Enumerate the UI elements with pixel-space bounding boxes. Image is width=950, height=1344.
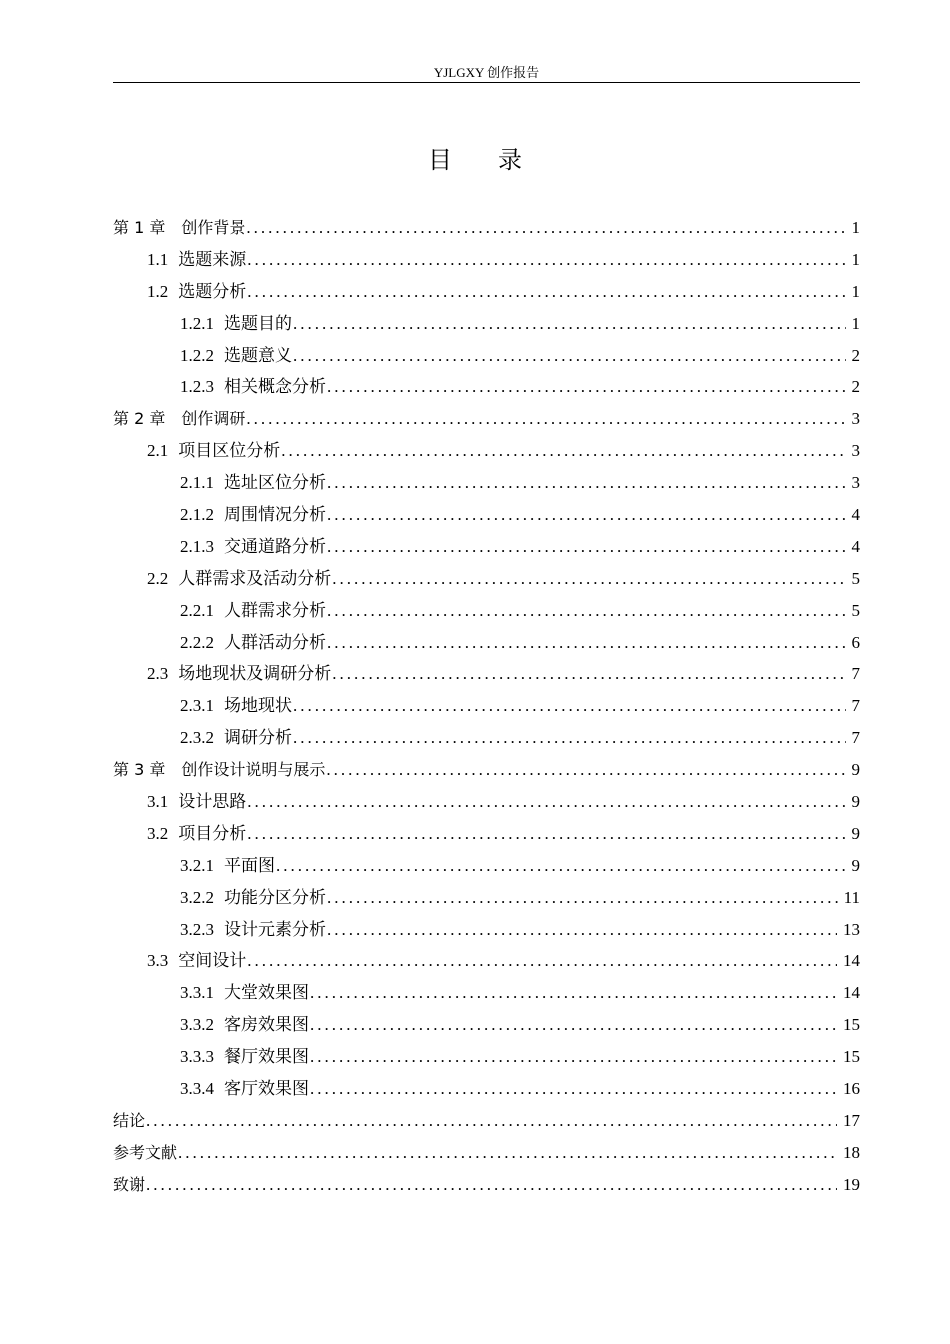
toc-entry-number: 2.2.1 — [180, 600, 214, 620]
toc-entry-page-number: 5 — [851, 600, 860, 620]
toc-entry-page-number: 16 — [843, 1079, 860, 1099]
toc-entry[interactable] — [113, 595, 860, 627]
toc-entry[interactable] — [113, 563, 860, 595]
toc-dot-leader — [146, 1105, 837, 1137]
toc-entry[interactable] — [113, 371, 860, 403]
toc-dot-leader — [332, 658, 845, 690]
toc-dot-leader — [293, 340, 846, 372]
toc-entry-page-number: 9 — [851, 760, 860, 780]
toc-entry[interactable] — [113, 786, 860, 818]
toc-entry-title: 平面图 — [224, 855, 275, 875]
toc-entry-title: 大堂效果图 — [224, 983, 309, 1003]
toc-entry-title: 场地现状及调研分析 — [178, 664, 332, 684]
toc-dot-leader — [247, 818, 845, 850]
toc-entry-title: 结论 — [113, 1110, 146, 1130]
toc-entry-number: 3.2.2 — [180, 887, 214, 907]
toc-dot-leader — [327, 531, 846, 563]
toc-entry-number: 1.2.3 — [180, 377, 214, 397]
toc-dot-leader — [327, 467, 846, 499]
toc-entry-number: 1.2 — [147, 281, 169, 301]
toc-entry-page-number: 3 — [851, 441, 860, 461]
toc-entry-page-number: 14 — [843, 951, 860, 971]
toc-entry[interactable] — [113, 308, 860, 340]
toc-entry-page-number: 6 — [851, 632, 860, 652]
toc-entry-page-number: 7 — [851, 664, 860, 684]
toc-entry-number: 3.3.1 — [180, 983, 214, 1003]
toc-entry[interactable] — [113, 1137, 860, 1169]
toc-entry-title: 选址区位分析 — [224, 473, 326, 493]
toc-entry-page-number: 1 — [851, 281, 860, 301]
toc-dot-leader — [247, 244, 845, 276]
toc-entry-page-number: 5 — [851, 568, 860, 588]
toc-title-part1: 目 — [428, 148, 452, 174]
toc-entry[interactable] — [113, 1009, 860, 1041]
toc-entry-title: 功能分区分析 — [224, 887, 326, 907]
toc-entry-title: 项目分析 — [178, 823, 247, 843]
toc-entry-page-number: 15 — [843, 1047, 860, 1067]
toc-entry-title: 空间设计 — [178, 951, 247, 971]
toc-entry-number: 2.1.2 — [180, 505, 214, 525]
toc-entry-page-number: 18 — [843, 1142, 860, 1162]
toc-entry-number: 2.1.1 — [180, 473, 214, 493]
toc-entry-number: 2.3.2 — [180, 728, 214, 748]
toc-dot-leader — [326, 754, 845, 786]
toc-entry[interactable] — [113, 276, 860, 308]
toc-entry[interactable] — [113, 1041, 860, 1073]
toc-entry[interactable] — [113, 467, 860, 499]
toc-entry-page-number: 4 — [851, 505, 860, 525]
toc-dot-leader — [327, 627, 846, 659]
toc-entry-page-number: 9 — [851, 792, 860, 812]
toc-entry[interactable] — [113, 977, 860, 1009]
toc-dot-leader — [293, 722, 846, 754]
toc-entry-title: 创作调研 — [181, 409, 246, 429]
toc-entry-number: 2.1 — [147, 441, 169, 461]
toc-dot-leader — [327, 882, 838, 914]
toc-entry[interactable] — [113, 945, 860, 977]
toc-entry[interactable] — [113, 882, 860, 914]
toc-entry[interactable] — [113, 340, 860, 372]
toc-dot-leader — [276, 850, 846, 882]
toc-entry-number: 3.3 — [147, 951, 169, 971]
toc-entry-number: 1.2.2 — [180, 345, 214, 365]
toc-entry-page-number: 2 — [851, 345, 860, 365]
toc-dot-leader — [310, 1073, 837, 1105]
toc-entry[interactable] — [113, 754, 860, 786]
toc-entry[interactable] — [113, 244, 860, 276]
toc-entry-page-number: 4 — [851, 536, 860, 556]
toc-entry-number: 3.1 — [147, 792, 169, 812]
toc-entry-number: 1.1 — [147, 249, 169, 269]
toc-dot-leader — [246, 403, 845, 435]
toc-entry[interactable] — [113, 1105, 860, 1137]
toc-entry-number: 2.2 — [147, 568, 169, 588]
toc-entry[interactable] — [113, 690, 860, 722]
toc-dot-leader — [247, 945, 837, 977]
toc-entry-page-number: 1 — [851, 218, 860, 237]
toc-dot-leader — [310, 1009, 837, 1041]
toc-entry-page-number: 9 — [851, 823, 860, 843]
toc-entry-page-number: 7 — [851, 696, 860, 716]
toc-entry-title: 参考文献 — [113, 1142, 178, 1162]
toc-dot-leader — [247, 786, 845, 818]
toc-entry-title: 设计元素分析 — [224, 919, 326, 939]
toc-entry-number: 2.2.2 — [180, 632, 214, 652]
toc-entry-number: 2.3.1 — [180, 696, 214, 716]
toc-entry-title: 选题来源 — [178, 249, 247, 269]
toc-entry[interactable] — [113, 850, 860, 882]
toc-dot-leader — [310, 1041, 837, 1073]
toc-entry-page-number: 15 — [843, 1015, 860, 1035]
toc-entry-title: 客厅效果图 — [224, 1079, 309, 1099]
toc-entry[interactable] — [113, 818, 860, 850]
toc-entry-page-number: 17 — [843, 1110, 860, 1130]
toc-entry[interactable] — [113, 914, 860, 946]
toc-entry-title: 选题目的 — [224, 313, 292, 333]
toc-entry-number: 第 3 章 — [113, 760, 166, 780]
toc-entry-page-number: 9 — [851, 855, 860, 875]
toc-entry-page-number: 2 — [851, 377, 860, 397]
toc-title — [0, 146, 950, 176]
toc-entry-title: 调研分析 — [224, 728, 292, 748]
toc-entry-title: 创作设计说明与展示 — [181, 760, 326, 780]
toc-dot-leader — [293, 308, 846, 340]
toc-dot-leader — [146, 1169, 837, 1201]
toc-entry[interactable] — [113, 1073, 860, 1105]
toc-dot-leader — [310, 977, 837, 1009]
toc-entry-page-number: 3 — [851, 473, 860, 493]
toc-entry-number: 第 2 章 — [113, 409, 166, 429]
toc-dot-leader — [247, 276, 845, 308]
toc-entry[interactable] — [113, 627, 860, 659]
toc-entry-page-number: 11 — [843, 887, 860, 907]
toc-entry[interactable] — [113, 403, 860, 435]
toc-entry-number: 3.3.3 — [180, 1047, 214, 1067]
toc-entry-number: 3.3.2 — [180, 1015, 214, 1035]
toc-entry-page-number: 7 — [851, 728, 860, 748]
toc-dot-leader — [246, 212, 845, 244]
toc-dot-leader — [327, 914, 837, 946]
toc-entry-title: 客房效果图 — [224, 1015, 309, 1035]
toc-dot-leader — [327, 595, 846, 627]
toc-entry-number: 2.3 — [147, 664, 169, 684]
toc-dot-leader — [281, 435, 845, 467]
toc-entry-number: 3.3.4 — [180, 1079, 214, 1099]
toc-entry[interactable] — [113, 212, 860, 244]
toc-entry-title: 人群需求分析 — [224, 600, 326, 620]
toc-entry-title: 交通道路分析 — [224, 536, 326, 556]
table-of-contents — [113, 212, 860, 1201]
toc-entry-page-number: 1 — [851, 249, 860, 269]
toc-entry[interactable] — [113, 1169, 860, 1201]
toc-entry-page-number: 1 — [851, 313, 860, 333]
toc-entry-page-number: 13 — [843, 919, 860, 939]
toc-entry-title: 设计思路 — [178, 792, 247, 812]
toc-entry[interactable] — [113, 658, 860, 690]
toc-entry-number: 3.2.3 — [180, 919, 214, 939]
toc-entry-title: 创作背景 — [181, 218, 246, 237]
toc-dot-leader — [327, 499, 846, 531]
toc-entry[interactable] — [113, 722, 860, 754]
toc-entry-number: 2.1.3 — [180, 536, 214, 556]
toc-entry-number: 1.2.1 — [180, 313, 214, 333]
toc-entry-title: 项目区位分析 — [178, 441, 281, 461]
toc-dot-leader — [178, 1137, 837, 1169]
toc-entry-number: 3.2 — [147, 823, 169, 843]
toc-entry-number: 3.2.1 — [180, 855, 214, 875]
toc-entry-title: 场地现状 — [224, 696, 292, 716]
toc-entry-title: 选题分析 — [178, 281, 247, 301]
toc-entry[interactable] — [113, 435, 860, 467]
toc-entry-title: 周围情况分析 — [224, 505, 326, 525]
toc-entry-page-number: 19 — [843, 1174, 860, 1194]
toc-entry-page-number: 14 — [843, 983, 860, 1003]
toc-entry-title: 相关概念分析 — [224, 377, 326, 397]
toc-entry-page-number: 3 — [851, 409, 860, 429]
toc-entry[interactable] — [113, 499, 860, 531]
toc-dot-leader — [293, 690, 846, 722]
toc-dot-leader — [332, 563, 845, 595]
page-header: YJLGXY 创作报告 — [113, 64, 860, 83]
toc-entry-title: 选题意义 — [224, 345, 292, 365]
toc-entry-title: 人群需求及活动分析 — [178, 568, 332, 588]
toc-entry-number: 第 1 章 — [113, 218, 166, 237]
toc-entry-title: 餐厅效果图 — [224, 1047, 309, 1067]
toc-entry-title: 致谢 — [113, 1174, 146, 1194]
toc-entry[interactable] — [113, 531, 860, 563]
toc-title-part2: 录 — [498, 148, 522, 174]
toc-entry-title: 人群活动分析 — [224, 632, 326, 652]
toc-dot-leader — [327, 371, 846, 403]
